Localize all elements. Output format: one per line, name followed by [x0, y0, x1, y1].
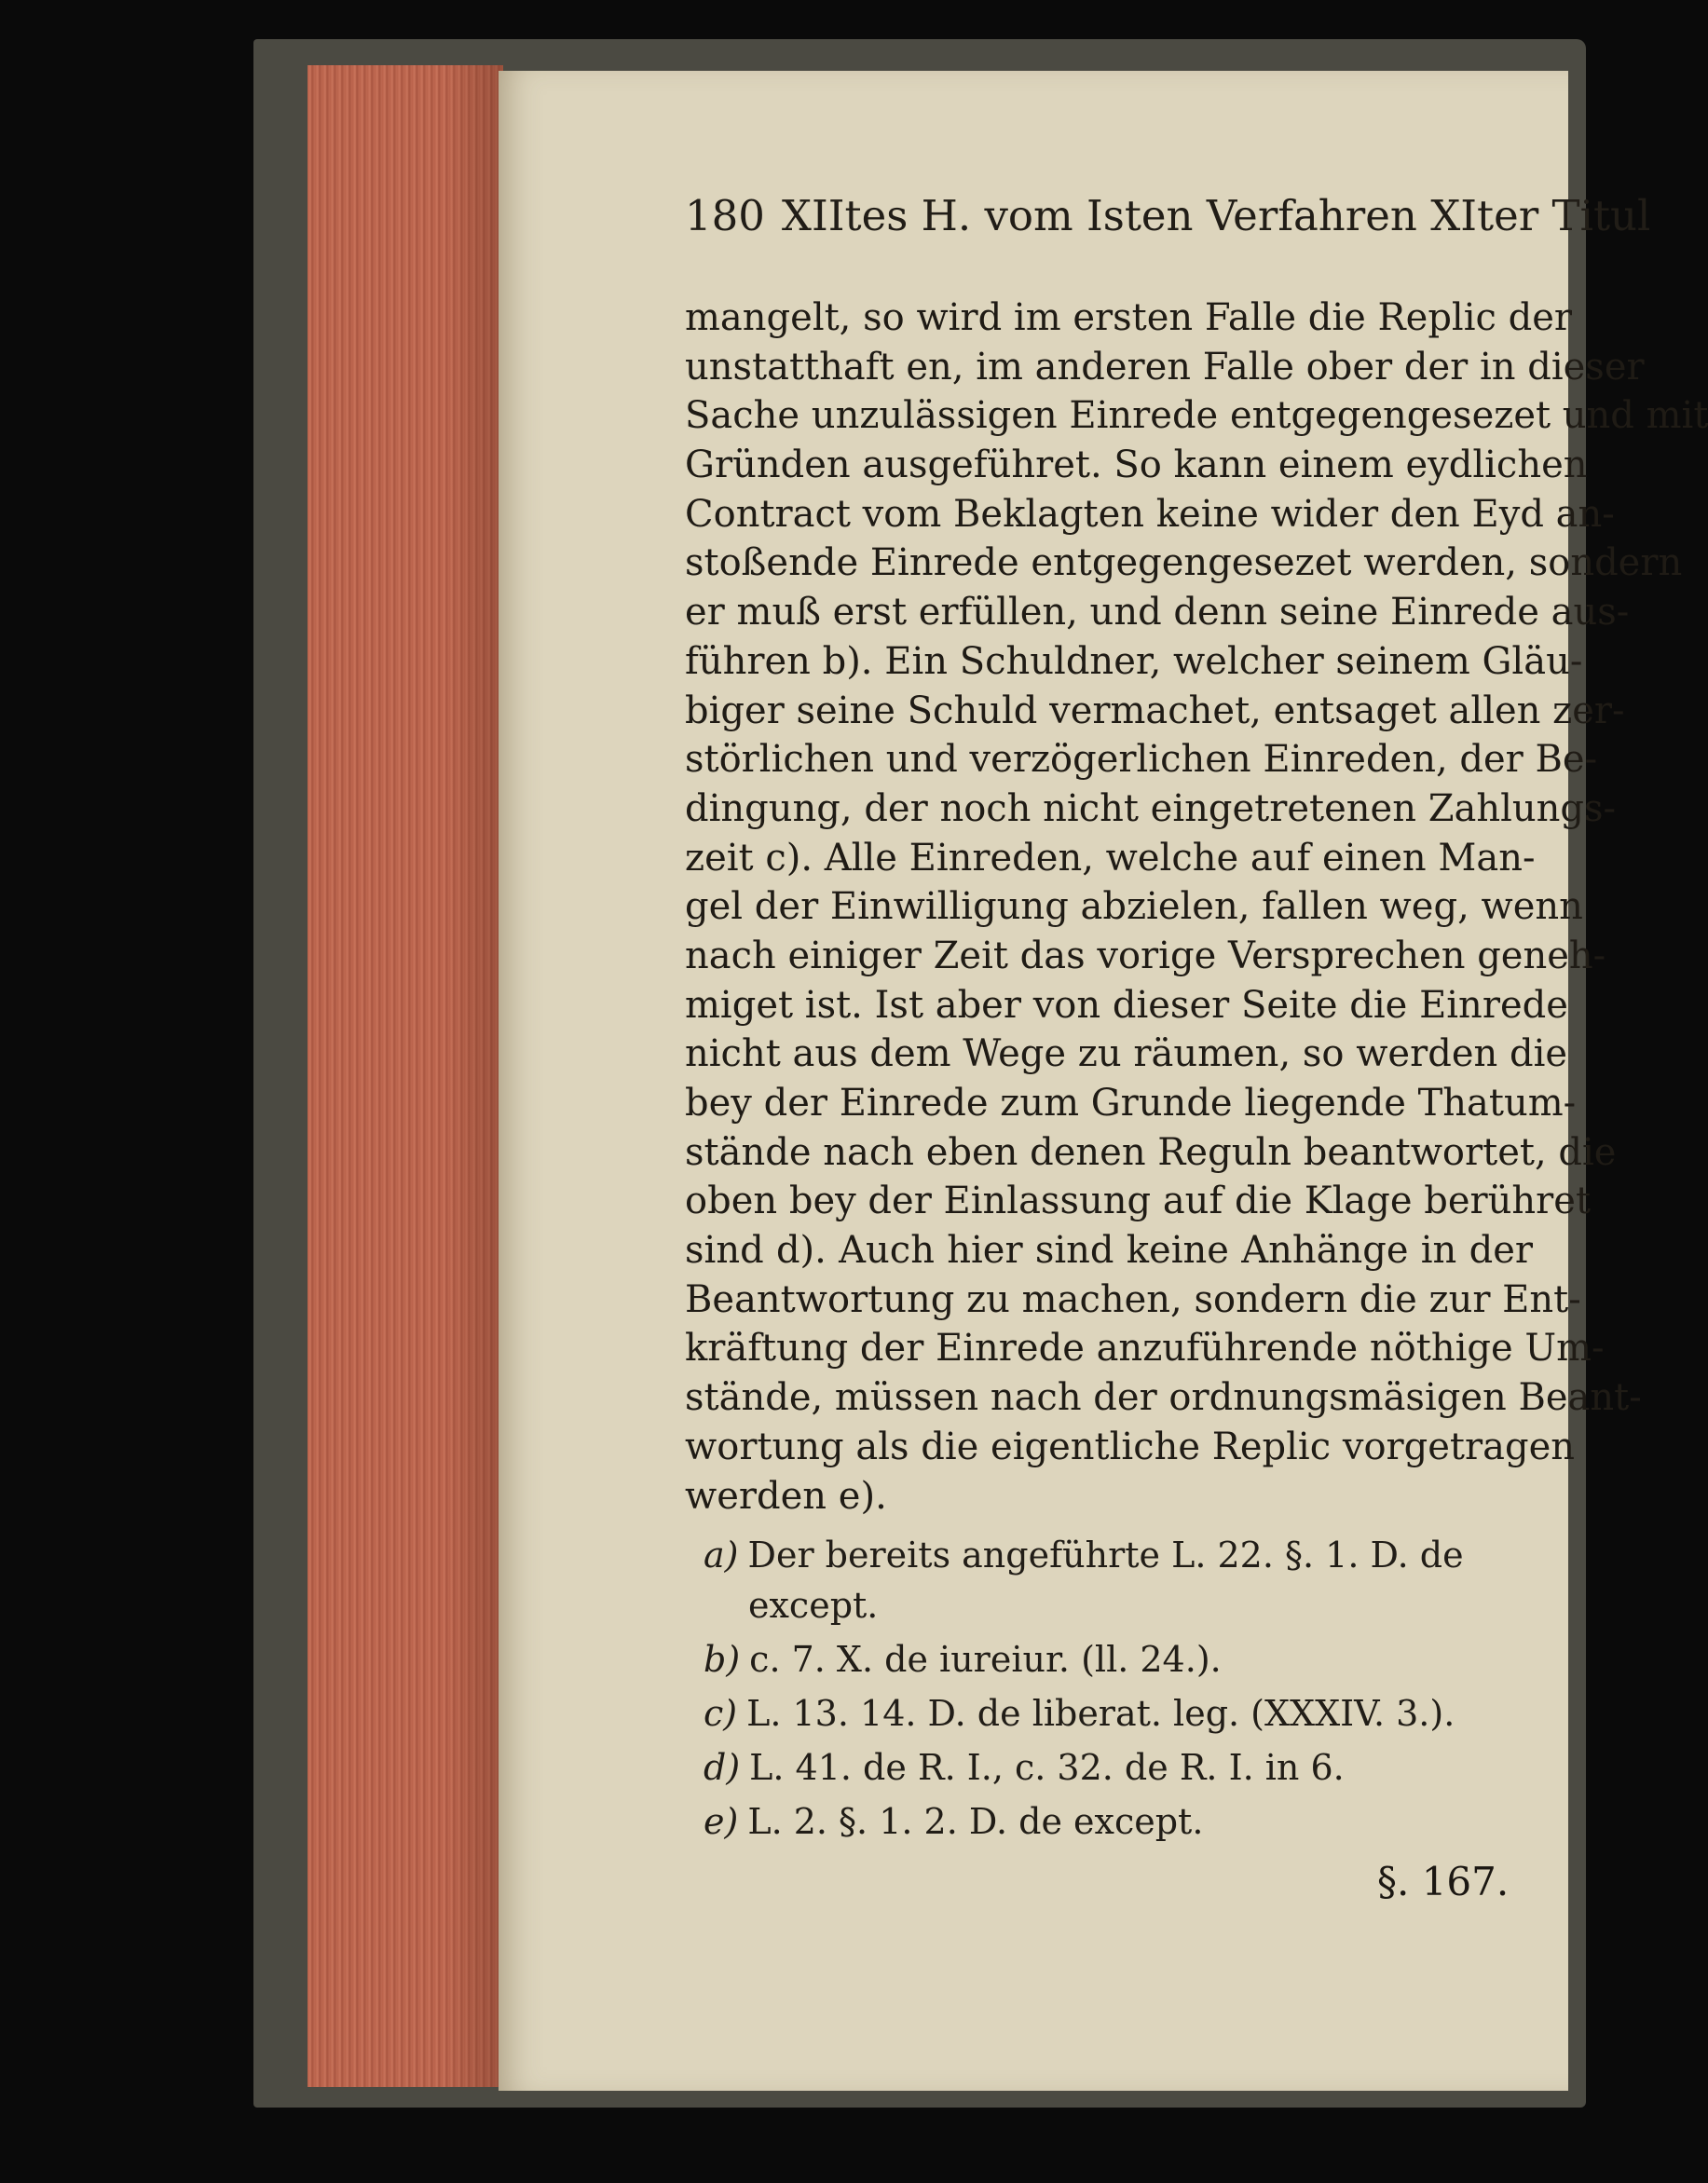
page-edge-shadow	[445, 65, 503, 2087]
body-line: oben bey der Einlassung auf die Klage berühret	[685, 1180, 1592, 1223]
footnotes	[704, 1530, 1542, 1847]
footnote-text: L. 13. 14. D. de liberat. leg. (XXXIV. 3.).	[746, 1693, 1455, 1734]
footnote-marker: a)	[704, 1535, 739, 1576]
body-line: stände, müssen nach der ordnungsmäsigen Beant-	[685, 1376, 1642, 1420]
footnote-text: except.	[748, 1585, 879, 1626]
body-line: stände nach eben denen Reguln beantwortet, die	[685, 1130, 1617, 1174]
footnote-text: L. 41. de R. I., c. 32. de R. I. in 6.	[749, 1747, 1345, 1788]
body-line: bey der Einrede zum Grunde liegende Thatum-	[685, 1082, 1577, 1125]
body-line: gel der Einwilligung abzielen, fallen weg, wenn	[685, 885, 1583, 929]
footnote-line	[704, 1580, 1542, 1630]
body-line: Sache unzulässigen Einrede entgegengesezet und mit	[685, 394, 1708, 438]
body-line: stoßende Einrede entgegengesezet werden, sondern	[685, 541, 1683, 585]
footnote-marker: c)	[704, 1693, 738, 1734]
body-line: nicht aus dem Wege zu räumen, so werden die	[685, 1032, 1568, 1076]
body-line: nach einiger Zeit das vorige Versprechen geneh-	[685, 934, 1606, 977]
running-head	[685, 186, 1651, 246]
footnote-line	[704, 1688, 1542, 1739]
body-line: Contract vom Beklagten keine wider den Eyd an-	[685, 492, 1615, 536]
body-line: sind d). Auch hier sind keine Anhänge in der	[685, 1229, 1533, 1273]
running-head-title: XIItes H. vom Isten Verfahren XIter Titul	[781, 191, 1651, 240]
body-line: miget ist. Ist aber von dieser Seite die Einrede	[685, 983, 1568, 1027]
footnote-text: Der bereits angeführte L. 22. §. 1. D. de	[747, 1535, 1464, 1576]
body-line: störlichen und verzögerlichen Einreden, der Be-	[685, 738, 1598, 782]
footnote-line	[704, 1742, 1542, 1793]
footnote-marker: d)	[704, 1747, 741, 1788]
footnote-line	[704, 1796, 1542, 1847]
body-text	[685, 293, 1708, 1521]
body-line: Beantwortung zu machen, sondern die zur Ent-	[685, 1277, 1581, 1321]
page-number: 180	[685, 191, 765, 240]
body-line: biger seine Schuld vermachet, entsaget allen zer-	[685, 689, 1625, 732]
body-line: kräftung der Einrede anzuführende nöthige Um-	[685, 1327, 1605, 1371]
body-line: Gründen ausgeführet. So kann einem eydlichen	[685, 443, 1588, 487]
footnote-marker: e)	[704, 1801, 739, 1842]
body-line: führen b). Ein Schuldner, welcher seinem Gläu-	[685, 639, 1583, 683]
body-line: er muß erst erfüllen, und denn seine Einrede aus-	[685, 591, 1630, 634]
catchword: §. 167.	[1377, 1859, 1510, 1904]
body-line: wortung als die eigentliche Replic vorgetragen	[685, 1425, 1575, 1468]
footnote-text: c. 7. X. de iureiur. (ll. 24.).	[749, 1639, 1222, 1680]
footnote-line	[704, 1634, 1542, 1685]
body-line: zeit c). Alle Einreden, welche auf einen Man-	[685, 836, 1536, 880]
body-line: unstatthaft en, im anderen Falle ober der in dieser	[685, 345, 1645, 389]
body-line: mangelt, so wird im ersten Falle die Replic der	[685, 296, 1573, 339]
body-line: werden e).	[685, 1474, 887, 1518]
footnote-text: L. 2. §. 1. 2. D. de except.	[747, 1801, 1204, 1842]
footnote-line	[704, 1530, 1542, 1580]
footnote-marker: b)	[704, 1639, 741, 1680]
body-line: dingung, der noch nicht eingetretenen Zahlungs-	[685, 786, 1617, 830]
